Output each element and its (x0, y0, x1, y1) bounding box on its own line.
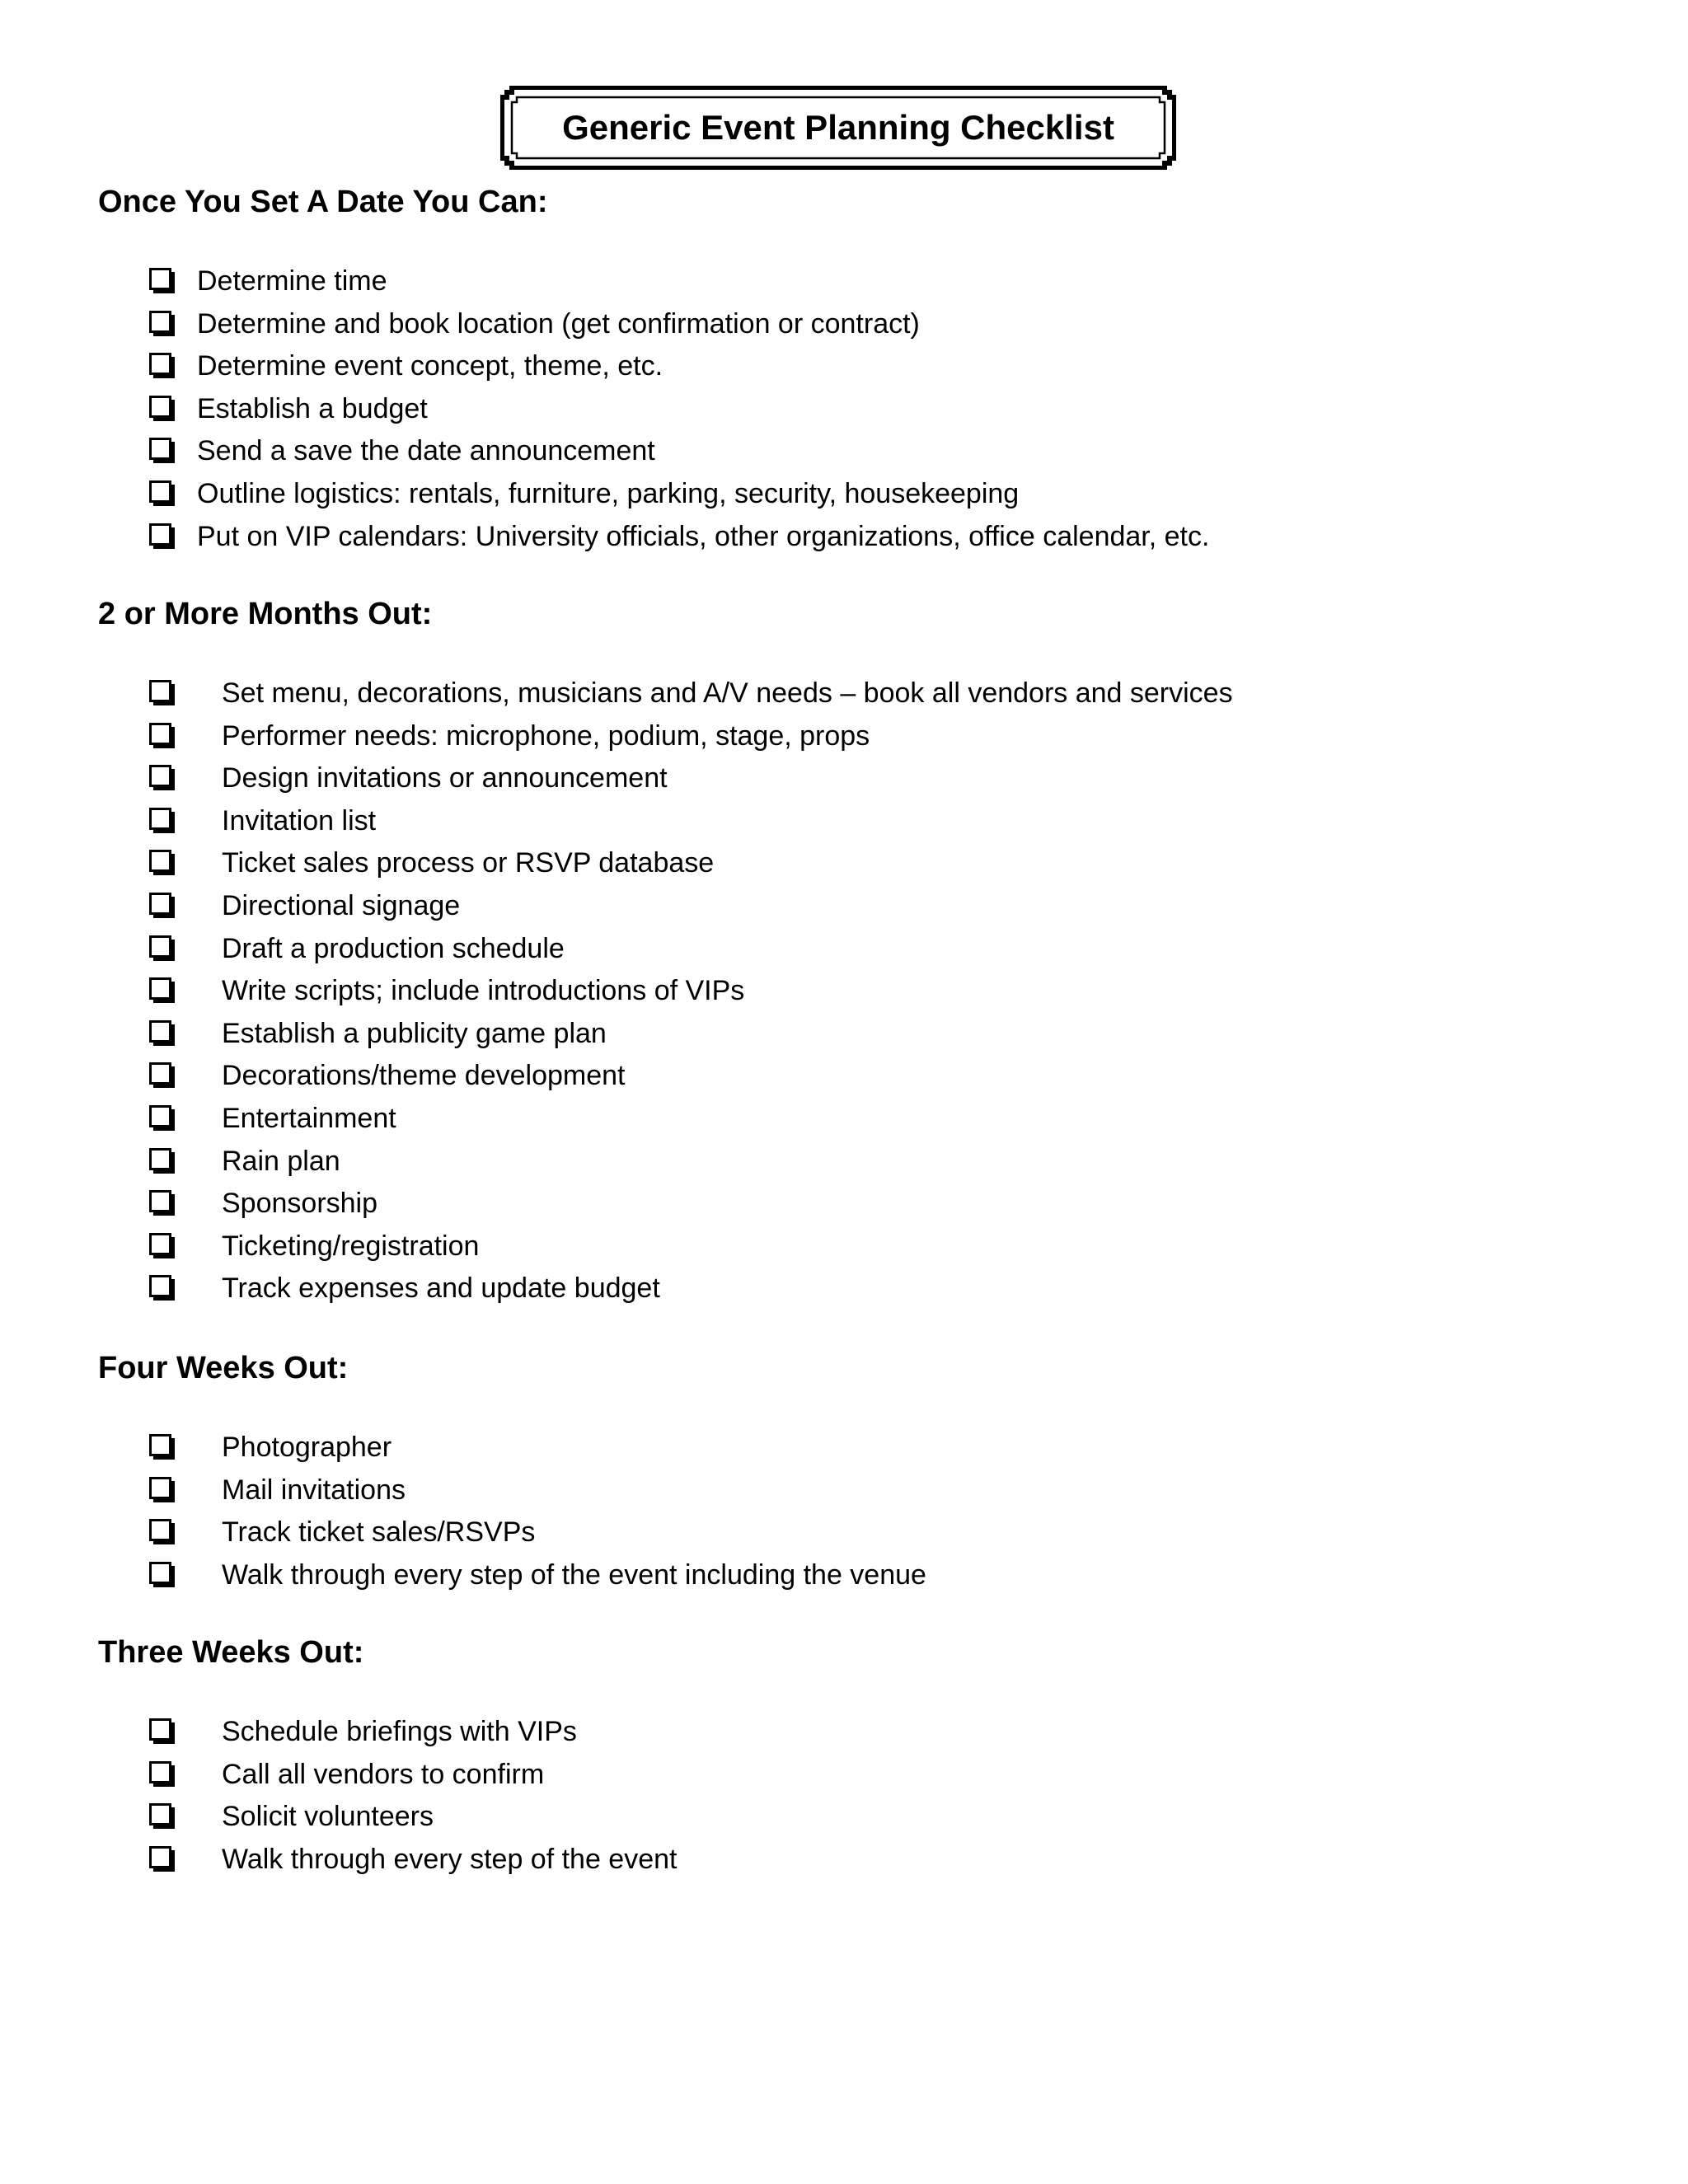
item-label: Send a save the date announcement (197, 435, 655, 467)
item-label: Write scripts; include introductions of VIPs (222, 975, 745, 1007)
checkbox-icon[interactable] (149, 765, 174, 790)
item-label: Rain plan (222, 1145, 340, 1177)
checkbox-icon[interactable] (149, 1062, 174, 1087)
section-three-weeks-out (98, 1632, 1582, 1875)
item-label: Ticket sales process or RSVP database (222, 847, 715, 879)
item-label: Set menu, decorations, musicians and A/V needs – book all vendors and services (222, 677, 1233, 709)
item-label: Establish a publicity game plan (222, 1017, 607, 1049)
item-label: Establish a budget (197, 392, 428, 424)
checkbox-icon[interactable] (149, 1190, 174, 1215)
section-heading: Four Weeks Out: (98, 1351, 349, 1385)
checkbox-icon[interactable] (149, 1803, 174, 1828)
item-label: Sponsorship (222, 1188, 378, 1220)
checkbox-icon[interactable] (149, 850, 174, 874)
checkbox-icon[interactable] (149, 1562, 174, 1586)
section-heading: 2 or More Months Out: (98, 597, 433, 631)
checkbox-icon[interactable] (149, 1718, 174, 1743)
checkbox-icon[interactable] (149, 808, 174, 832)
checkbox-icon[interactable] (149, 977, 174, 1002)
item-label: Mail invitations (222, 1474, 406, 1506)
checkbox-icon[interactable] (149, 396, 174, 420)
checkbox-icon[interactable] (149, 1105, 174, 1130)
checkbox-icon[interactable] (149, 1233, 174, 1258)
checkbox-icon[interactable] (149, 438, 174, 462)
checkbox-icon[interactable] (149, 268, 174, 293)
item-label: Design invitations or announcement (222, 762, 668, 794)
item-label: Photographer (222, 1432, 392, 1463)
item-label: Schedule briefings with VIPs (222, 1716, 577, 1747)
checkbox-icon[interactable] (149, 1434, 174, 1459)
item-label: Track ticket sales/RSVPs (222, 1516, 536, 1549)
checkbox-icon[interactable] (149, 935, 174, 960)
item-label: Decorations/theme development (222, 1060, 626, 1092)
item-label: Performer needs: microphone, podium, stage, props (222, 719, 870, 752)
item-label: Solicit volunteers (222, 1801, 434, 1833)
section-heading: Once You Set A Date You Can: (98, 185, 548, 219)
checkbox-icon[interactable] (149, 1761, 174, 1786)
checkbox-icon[interactable] (149, 1519, 174, 1544)
item-label: Ticketing/registration (222, 1230, 480, 1262)
item-label: Determine and book location (get confirmation or contract) (197, 307, 920, 340)
checkbox-icon[interactable] (149, 311, 174, 335)
item-label: Determine event concept, theme, etc. (197, 350, 663, 382)
checkbox-icon[interactable] (149, 680, 174, 705)
section-four-weeks-out (98, 1347, 1582, 1591)
item-label: Call all vendors to confirm (222, 1758, 545, 1790)
item-label: Determine time (197, 265, 387, 297)
checkbox-icon[interactable] (149, 1275, 174, 1300)
title-frame (500, 86, 1176, 170)
page-title: Generic Event Planning Checklist (562, 108, 1114, 147)
item-label: Walk through every step of the event including the venue (222, 1558, 926, 1591)
checkbox-icon[interactable] (149, 893, 174, 917)
checkbox-icon[interactable] (149, 523, 174, 548)
item-label: Entertainment (222, 1102, 396, 1134)
item-label: Outline logistics: rentals, furniture, parking, security, housekeeping (197, 477, 1020, 509)
item-label: Track expenses and update budget (222, 1272, 660, 1305)
item-label: Invitation list (222, 804, 377, 837)
checkbox-icon[interactable] (149, 1020, 174, 1045)
section-heading: Three Weeks Out: (98, 1635, 364, 1670)
checkbox-icon[interactable] (149, 353, 174, 377)
section-once-date-set (98, 181, 1582, 552)
item-label: Walk through every step of the event (222, 1843, 678, 1875)
checkbox-icon[interactable] (149, 1148, 174, 1173)
section-two-months-out (98, 593, 1582, 1305)
checkbox-icon[interactable] (149, 1477, 174, 1502)
item-label: Draft a production schedule (222, 932, 565, 964)
checkbox-icon[interactable] (149, 1846, 174, 1871)
item-label: Directional signage (222, 889, 461, 921)
checkbox-icon[interactable] (149, 480, 174, 505)
item-label: Put on VIP calendars: University officials, other organizations, office calendar, etc. (197, 520, 1210, 552)
checkbox-icon[interactable] (149, 723, 174, 748)
